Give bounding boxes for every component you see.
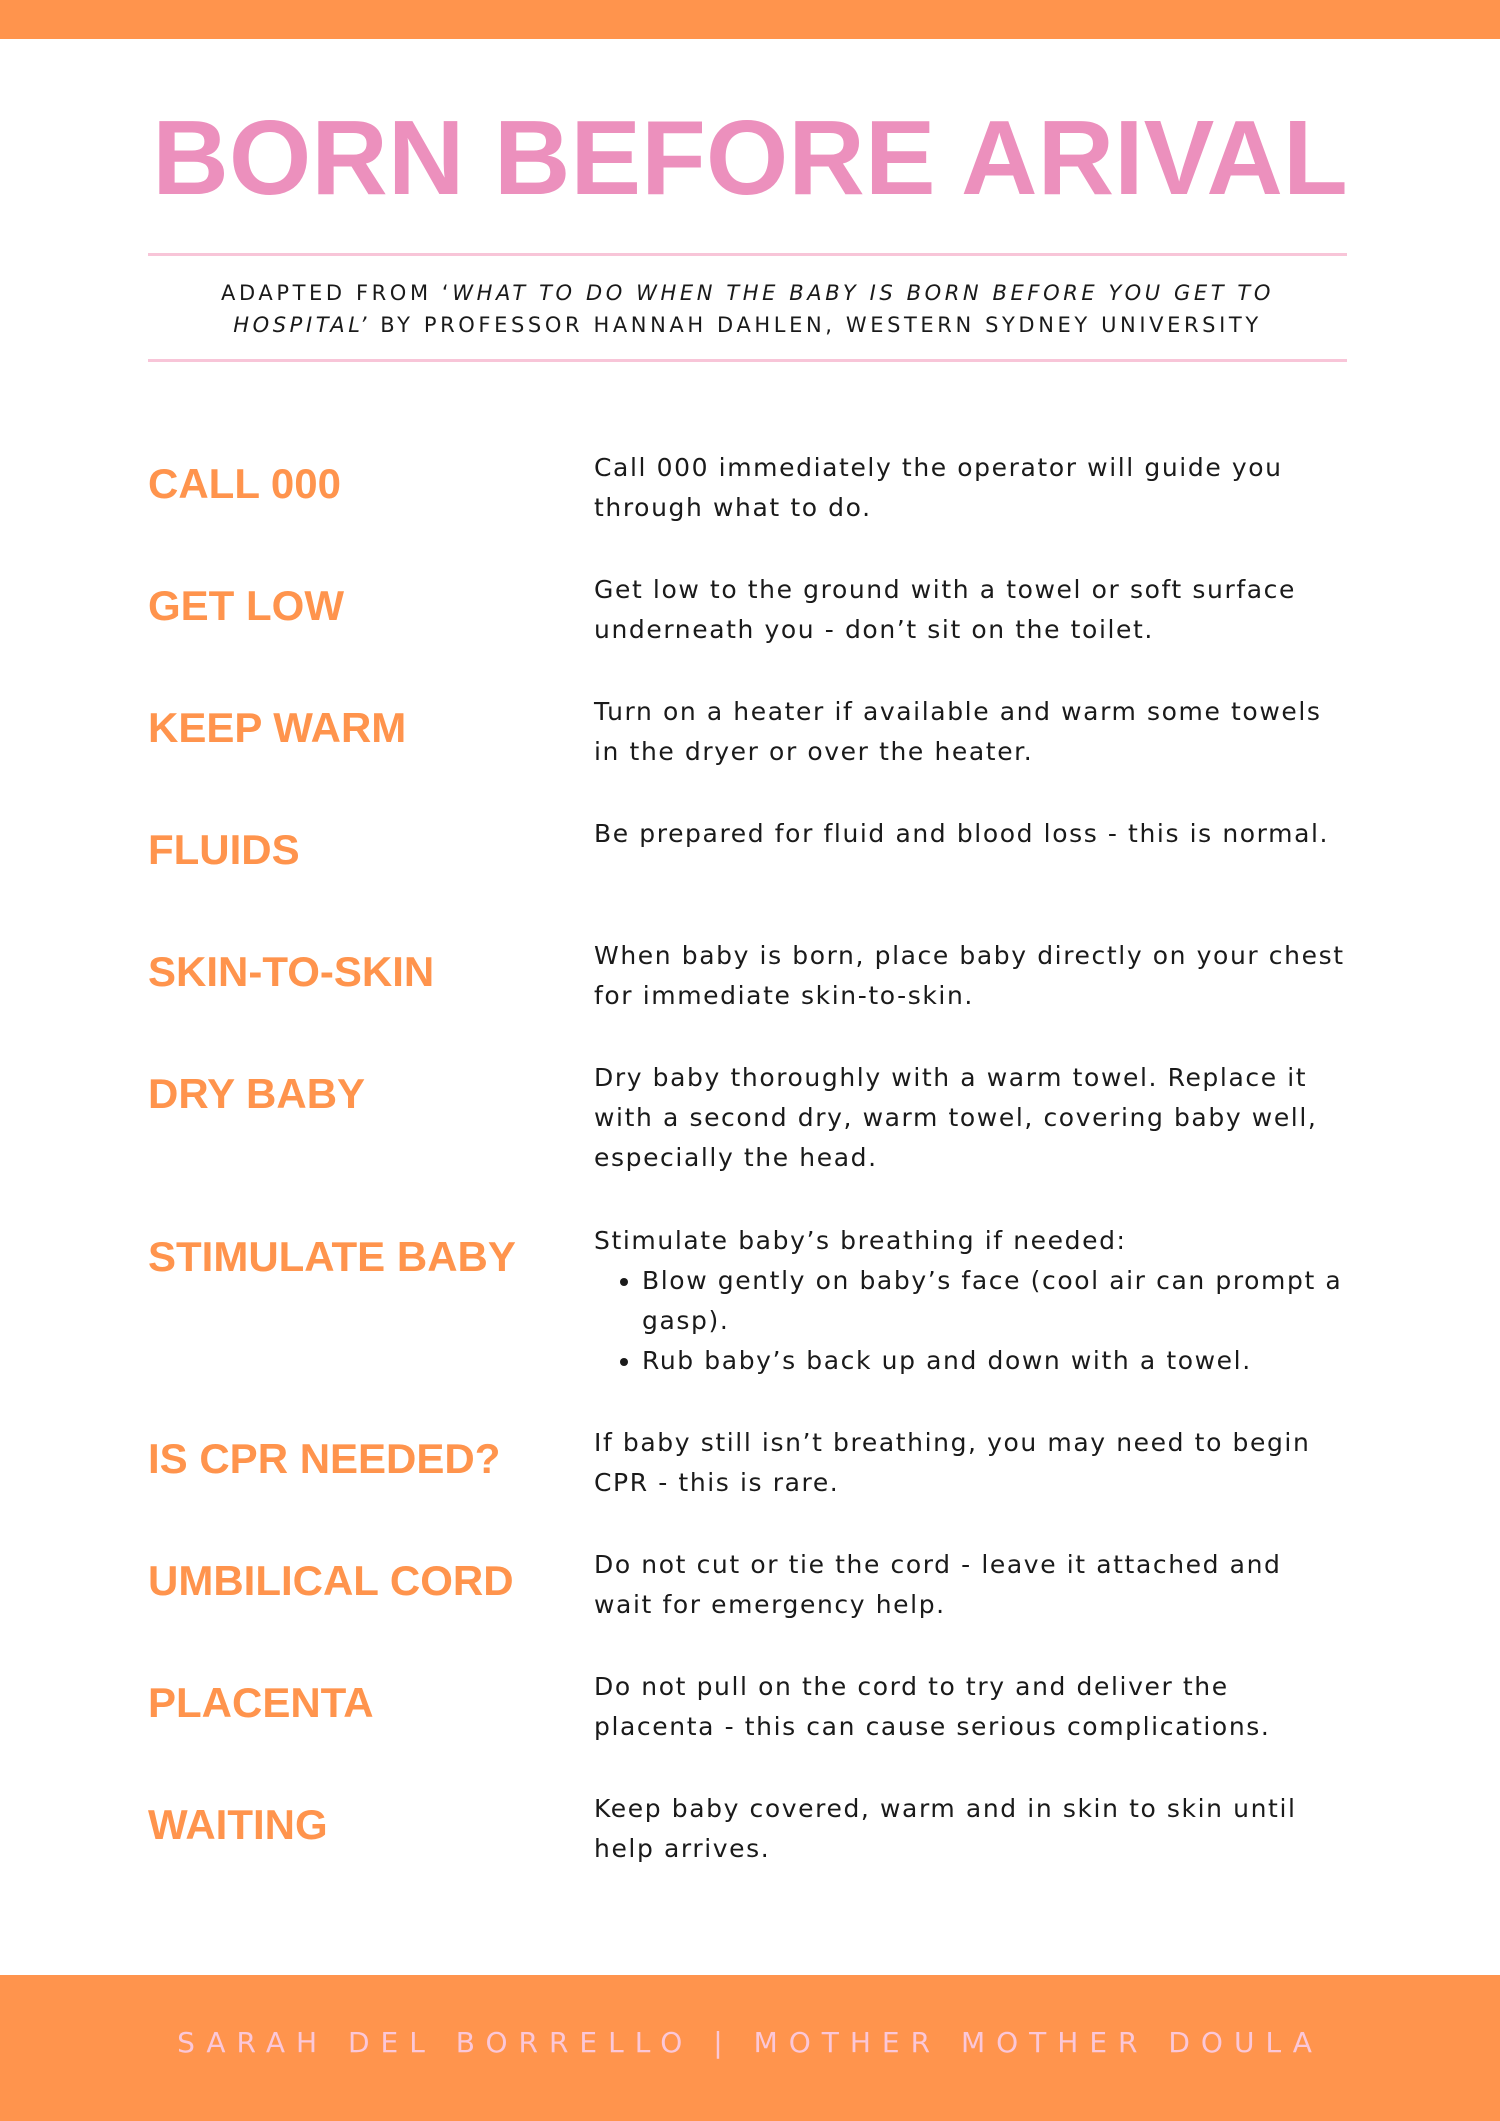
- step-bullet-list: [594, 1261, 1348, 1381]
- step-text: Call 000 immediately the operator will guide you through what to do.: [594, 453, 1283, 522]
- list-item: • Rub baby’s back up and down with a towel.: [642, 1341, 1348, 1381]
- step-heading: WAITING: [148, 1801, 328, 1848]
- step-keep-warm: [148, 692, 1348, 814]
- step-heading: UMBILICAL CORD: [148, 1557, 514, 1604]
- step-text: When baby is born, place baby directly on your chest for immediate skin-to-skin.: [594, 941, 1345, 1010]
- source-attribution: [148, 277, 1347, 341]
- steps-list: [148, 448, 1348, 1911]
- step-text: Do not pull on the cord to try and deliver the placenta - this can cause serious complications.: [594, 1672, 1271, 1741]
- step-skin-to-skin: [148, 936, 1348, 1058]
- step-description: [594, 570, 1348, 650]
- step-heading: IS CPR NEEDED?: [148, 1435, 501, 1482]
- top-accent-bar: [0, 0, 1500, 39]
- footer-bar: [0, 1975, 1500, 2121]
- step-text: Dry baby thoroughly with a warm towel. Replace it with a second dry, warm towel, covering baby well, especially the head.: [594, 1063, 1318, 1172]
- divider-bottom: [148, 359, 1347, 362]
- step-text: Be prepared for fluid and blood loss - this is normal.: [594, 819, 1330, 848]
- step-heading: DRY BABY: [148, 1070, 366, 1117]
- list-item: • Blow gently on baby’s face (cool air can prompt a gasp).: [642, 1261, 1348, 1341]
- step-description: [594, 1789, 1348, 1869]
- step-text: If baby still isn’t breathing, you may need to begin CPR - this is rare.: [594, 1428, 1311, 1497]
- step-get-low: [148, 570, 1348, 692]
- step-text: Turn on a heater if available and warm some towels in the dryer or over the heater.: [594, 697, 1322, 766]
- step-description: [594, 692, 1348, 772]
- divider-top: [148, 253, 1347, 256]
- step-description: [594, 1058, 1348, 1178]
- step-heading: GET LOW: [148, 582, 344, 629]
- step-description: [594, 1545, 1348, 1625]
- step-heading: CALL 000: [148, 460, 341, 507]
- step-description: [594, 936, 1348, 1016]
- attribution-author: BY PROFESSOR HANNAH DAHLEN, WESTERN SYDNEY UNIVERSITY: [370, 313, 1262, 337]
- step-umbilical-cord: [148, 1545, 1348, 1667]
- step-heading: FLUIDS: [148, 826, 300, 873]
- step-waiting: [148, 1789, 1348, 1911]
- step-fluids: [148, 814, 1348, 936]
- step-placenta: [148, 1667, 1348, 1789]
- step-description: [594, 1667, 1348, 1747]
- footer-credit: SARAH DEL BORRELLO | MOTHER MOTHER DOULA: [177, 2026, 1323, 2059]
- step-text: Get low to the ground with a towel or soft surface underneath you - don’t sit on the toilet.: [594, 575, 1296, 644]
- step-description: [594, 1221, 1348, 1381]
- step-heading: STIMULATE BABY: [148, 1233, 516, 1280]
- step-text: Keep baby covered, warm and in skin to skin until help arrives.: [594, 1794, 1297, 1863]
- step-heading: PLACENTA: [148, 1679, 374, 1726]
- step-description: [594, 814, 1348, 854]
- step-dry-baby: [148, 1058, 1348, 1221]
- page-title: BORN BEFORE ARIVAL: [152, 99, 1348, 217]
- step-text: Stimulate baby’s breathing if needed:: [594, 1226, 1127, 1255]
- step-description: [594, 448, 1348, 528]
- attribution-source-title: WHAT TO DO WHEN THE BABY IS BORN BEFORE YOU GET TO HOSPITAL’: [233, 281, 1274, 337]
- step-call-000: [148, 448, 1348, 570]
- step-text: Do not cut or tie the cord - leave it attached and wait for emergency help.: [594, 1550, 1282, 1619]
- step-is-cpr-needed: [148, 1423, 1348, 1545]
- step-heading: KEEP WARM: [148, 704, 407, 751]
- attribution-prefix: ADAPTED FROM ‘: [221, 281, 453, 305]
- step-stimulate-baby: [148, 1221, 1348, 1423]
- step-heading: SKIN-TO-SKIN: [148, 948, 435, 995]
- step-description: [594, 1423, 1348, 1503]
